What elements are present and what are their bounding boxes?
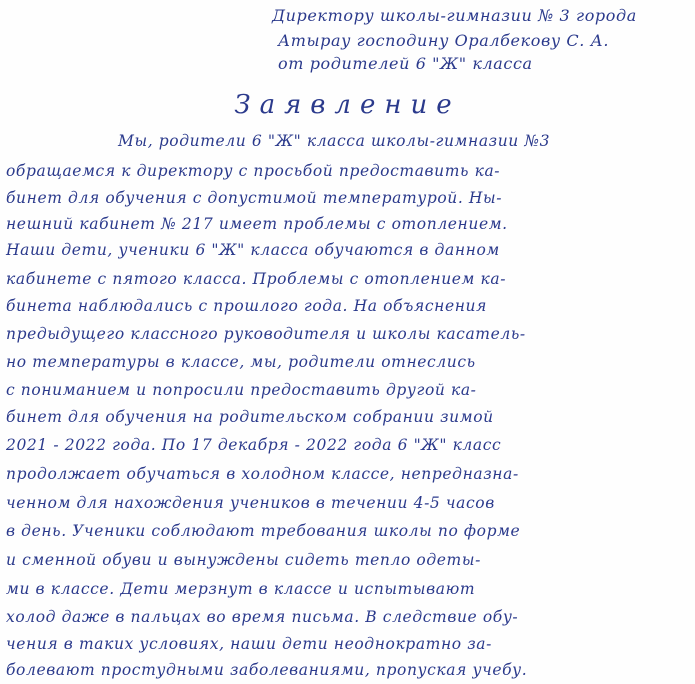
body-line: но температуры в классе, мы, родители отнеслись	[6, 353, 476, 371]
body-line: с пониманием и попросили предоставить другой ка-	[6, 381, 477, 399]
body-line: обращаемся к директору с просьбой предоставить ка-	[6, 162, 501, 180]
body-line: бинет для обучения на родительском собрании зимой	[6, 408, 494, 426]
header-line-1: Директору школы-гимназии № 3 города	[272, 6, 637, 25]
body-line: ченном для нахождения учеников в течении 4-5 часов	[6, 494, 495, 512]
body-line: 2021 - 2022 года. По 17 декабря - 2022 года 6 "Ж" класс	[6, 436, 502, 454]
body-line: предыдущего классного руководителя и школы касатель-	[6, 325, 526, 343]
body-line: бинета наблюдались с прошлого года. На объяснения	[6, 297, 487, 315]
body-line: чения в таких условиях, наши дети неоднократно за-	[6, 635, 492, 653]
letter-title: Заявление	[234, 90, 461, 120]
body-line: продолжает обучаться в холодном классе, непредназна-	[6, 465, 519, 483]
body-line: холод даже в пальцах во время письма. В следствие обу-	[6, 608, 519, 626]
body-line: нешний кабинет № 217 имеет проблемы с отоплением.	[6, 215, 508, 233]
body-line: кабинете с пятого класса. Проблемы с отоплением ка-	[6, 270, 507, 288]
header-line-2: Атырау господину Оралбекову С. А.	[278, 31, 610, 50]
body-line: и сменной обуви и вынуждены сидеть тепло одеты-	[6, 551, 481, 569]
body-line: бинет для обучения с допустимой температурой. Ны-	[6, 189, 503, 207]
header-line-3: от родителей 6 "Ж" класса	[278, 54, 533, 73]
body-line: ми в классе. Дети мерзнут в классе и испытывают	[6, 580, 476, 598]
body-line: в день. Ученики соблюдают требования школы по форме	[6, 522, 521, 540]
body-line: болевают простудными заболеваниями, пропуская учебу.	[6, 661, 528, 679]
body-line: Мы, родители 6 "Ж" класса школы-гимназии №3	[118, 132, 551, 150]
body-line: Наши дети, ученики 6 "Ж" класса обучаются в данном	[6, 241, 500, 259]
